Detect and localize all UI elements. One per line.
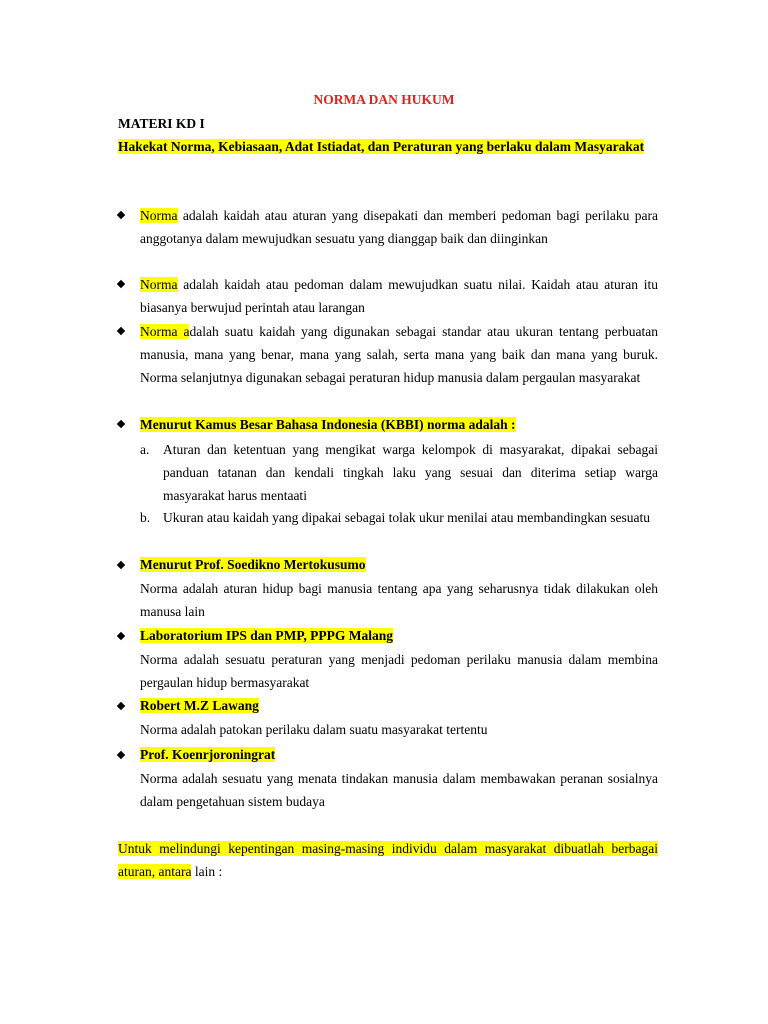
bullet-diamond-icon: [118, 280, 128, 290]
expert-name-4: Prof. Koenrjoroningrat: [140, 747, 276, 762]
bullet-diamond-icon: [118, 211, 128, 221]
expert-name-2: Laboratorium IPS dan PMP, PPPG Malang: [140, 628, 394, 643]
bullet-diamond-icon: [118, 751, 128, 761]
definition-item-1: [140, 204, 658, 250]
bullet-diamond-icon: [118, 702, 128, 712]
highlight-word: Norma: [140, 208, 178, 223]
bullet-diamond-icon: [118, 632, 128, 642]
section-heading-text: Hakekat Norma, Kebiasaan, Adat Istiadat, dan Peraturan yang berlaku dalam Masyarakat: [118, 139, 645, 154]
expert-name-1: Menurut Prof. Soedikno Mertokusumo: [140, 557, 366, 572]
expert-definition-1: Norma adalah aturan hidup bagi manusia tentang apa yang seharusnya tidak dilakukan oleh manusa lain: [140, 581, 658, 619]
definition-item-3: [140, 320, 658, 389]
materi-label: MATERI KD I: [118, 116, 205, 131]
highlight-word: Norma: [140, 277, 178, 292]
bullet-diamond-icon: [118, 561, 128, 571]
sub-item-a-text: Aturan dan ketentuan yang mengikat warga kelompok di masyarakat, dipakai sebagai panduan tatanan dan kendali tingkah laku yang sesuai dan diterima setiap warga masyarakat harus mentaati: [163, 442, 658, 503]
sub-item-b-text: Ukuran atau kaidah yang dipakai sebagai tolak ukur menilai atau membandingkan sesuatu: [163, 510, 650, 525]
expert-definition-3: Norma adalah patokan perilaku dalam suatu masyarakat tertentu: [140, 722, 488, 737]
sub-item-letter-b: b.: [140, 510, 151, 525]
kbbi-heading-text: Menurut Kamus Besar Bahasa Indonesia (KBBI) norma adalah :: [140, 417, 516, 432]
definition-text: dalah suatu kaidah yang digunakan sebagai standar atau ukuran tentang perbuatan manusia, mana yang benar, mana yang salah, serta mana yang baik dan mana yang buruk. Norma selanjutnya digunakan sebagai peraturan hidup manusia dalam pergaulan masyarakat: [140, 324, 658, 385]
expert-name-3: Robert M.Z Lawang: [140, 698, 259, 713]
definition-text: adalah kaidah atau aturan yang disepakati dan memberi pedoman bagi perilaku para anggotanya dalam mewujudkan sesuatu yang dianggap baik dan diinginkan: [140, 208, 658, 246]
kbbi-heading: [140, 413, 658, 436]
closing-highlight: Untuk melindungi kepentingan masing-masing individu dalam masyarakat dibuatlah berbagai aturan, antara: [118, 841, 658, 879]
closing-rest: lain :: [191, 864, 223, 879]
sub-item-letter-a: a.: [140, 442, 150, 457]
expert-definition-4: Norma adalah sesuatu yang menata tindakan manusia dalam membawakan peranan sosialnya dalam pengetahuan sistem budaya: [140, 771, 658, 809]
definition-item-2: [140, 273, 658, 319]
document-title: NORMA DAN HUKUM: [313, 92, 455, 107]
definition-text: adalah kaidah atau pedoman dalam mewujudkan suatu nilai. Kaidah atau aturan itu biasanya berwujud perintah atau larangan: [140, 277, 658, 315]
bullet-diamond-icon: [118, 327, 128, 337]
closing-paragraph: [118, 837, 658, 883]
expert-definition-2: Norma adalah sesuatu peraturan yang menjadi pedoman perilaku manusia dalam membina pergaulan hidup bermasyarakat: [140, 652, 658, 690]
bullet-diamond-icon: [118, 420, 128, 430]
section-heading: [118, 136, 658, 158]
highlight-word: Norma a: [140, 324, 190, 339]
